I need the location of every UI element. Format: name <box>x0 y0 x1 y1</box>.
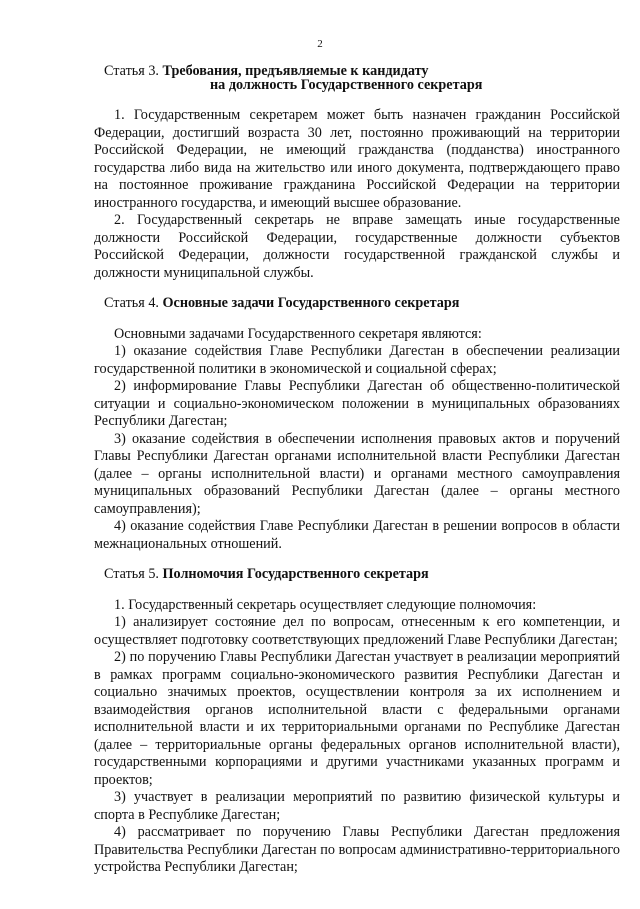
article-4-paragraph-3: 2) информирование Главы Республики Дагестан об общественно-политической ситуации и социально-экономическом положении в муниципальных образованиях Республики Дагестан; <box>94 378 620 429</box>
article-3-prefix: Статья 3. <box>104 63 163 79</box>
article-3-title-line1: Требования, предъявляемые к кандидату <box>162 63 429 79</box>
article-3-heading <box>94 64 620 92</box>
article-5-paragraph-5: 4) рассматривает по поручению Главы Республики Дагестан предложения Правительства Республики Дагестан по вопросам административно-территориального устройства Республики Дагестан; <box>94 824 620 875</box>
article-5-paragraph-2: 1) анализирует состояние дел по вопросам, отнесенным к его компетенции, и осуществляет подготовку соответствующих предложений Главе Республики Дагестан; <box>94 614 620 648</box>
article-5-paragraph-4: 3) участвует в реализации мероприятий по развитию физической культуры и спорта в Республике Дагестан; <box>94 789 620 823</box>
article-4-title: Основные задачи Государственного секретаря <box>162 295 460 311</box>
article-5-paragraph-3: 2) по поручению Главы Республики Дагестан участвует в реализации мероприятий в рамках программ социально-экономического развития Республики Дагестан и социально значимых проектов, осуществлении контроля за их исполнением и взаимодействия органов исполнительной власти с федеральными органами исполнительной власти и их территориальными органами по Республике Дагестан (далее – территориальные органы федеральных органов исполнительной власти), государственными корпорациями и другими участниками указанных программ и проектов; <box>94 649 620 788</box>
article-4-heading <box>94 295 620 313</box>
article-5-heading <box>94 566 620 584</box>
article-5-prefix: Статья 5. <box>104 566 163 582</box>
document-body <box>94 64 620 877</box>
article-5-title: Полномочия Государственного секретаря <box>162 566 429 582</box>
article-3-paragraph-2: 2. Государственный секретарь не вправе замещать иные государственные должности Российской Федерации, государственные должности субъектов Российской Федерации, должности государственной гражданской службы и должности муниципальной службы. <box>94 212 620 281</box>
article-4-paragraph-1: Основными задачами Государственного секретаря являются: <box>114 325 482 342</box>
article-3-title-line2: на должность Государственного секретаря <box>210 77 483 93</box>
article-3-paragraph-1: 1. Государственным секретарем может быть назначен гражданин Российской Федерации, достигший возраста 30 лет, постоянно проживающий на территории Российской Федерации, не имеющий гражданства (подданства) иностранного государства либо вида на жительство или иного документа, подтверждающего право на постоянное проживание гражданина Российской Федерации на территории иностранного государства, и имеющий высшее образование. <box>94 107 620 211</box>
article-4-paragraph-5: 4) оказание содействия Главе Республики Дагестан в решении вопросов в области межнациональных отношений. <box>94 518 620 552</box>
article-5-paragraph-1: 1. Государственный секретарь осуществляет следующие полномочия: <box>114 596 537 613</box>
article-4-paragraph-4: 3) оказание содействия в обеспечении исполнения правовых актов и поручений Главы Республики Дагестан органами исполнительной власти Республики Дагестан (далее – органы исполнительной власти) и органами местного самоуправления муниципальных образований Республики Дагестан (далее – органы местного самоуправления); <box>94 430 620 517</box>
page-number: 2 <box>317 38 323 50</box>
article-4-paragraph-2: 1) оказание содействия Главе Республики Дагестан в обеспечении реализации государственной политики в экономической и социальной сферах; <box>94 343 620 377</box>
article-4-prefix: Статья 4. <box>104 295 163 311</box>
